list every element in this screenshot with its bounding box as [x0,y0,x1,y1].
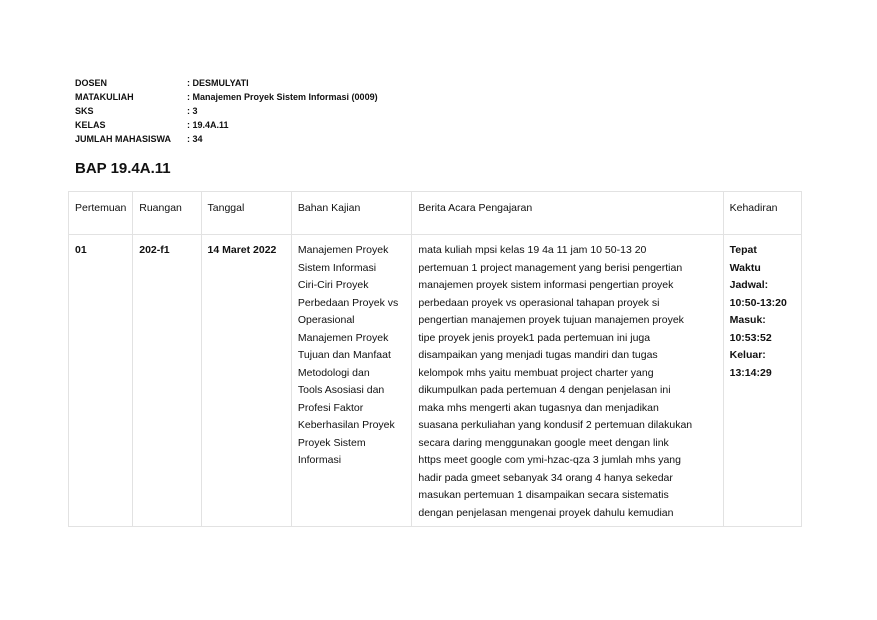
cell-line: 10:53:52 [729,331,772,344]
header-pertemuan: Pertemuan [69,192,133,235]
info-label: KELAS [75,120,106,130]
cell-line: masukan pertemuan 1 disampaikan secara sistematis [418,489,669,501]
cell-line: Informasi [297,454,342,466]
cell-line: maka mhs mengerti akan tugasnya dan menjadikan [418,401,659,414]
cell-tanggal: 14 Maret 2022 [201,235,291,527]
info-row-dosen [75,76,378,90]
header-tanggal: Tanggal [201,192,291,235]
cell-line: 13:14:29 [729,366,772,379]
info-value: : DESMULYATI [187,78,249,88]
header-kehadiran: Kehadiran [723,192,801,235]
cell-line: Manajemen Proyek [297,331,389,344]
cell-line: Keberhasilan Proyek [297,419,395,431]
info-value: : 3 [187,106,198,116]
info-label: MATAKULIAH [75,92,134,102]
cell-bahan-kajian [291,235,411,527]
info-label: JUMLAH MAHASISWA [75,134,171,144]
cell-line: pengertian manajemen proyek tujuan manajemen proyek [418,314,684,326]
cell-line: Jadwal: [729,279,769,291]
cell-line: Proyek Sistem [297,436,366,449]
cell-line: perbedaan proyek vs operasional tahapan proyek si [418,296,660,309]
info-row-sks [75,104,378,118]
cell-line: kelompok mhs yaitu membuat project charter yang [418,366,654,379]
cell-line: Tools Asosiasi dan [297,384,385,396]
cell-ruangan: 202-f1 [133,235,201,527]
page-title: BAP 19.4A.11 [75,160,171,177]
cell-kehadiran [723,235,801,527]
info-value: : Manajemen Proyek Sistem Informasi (0009) [187,92,378,102]
table-row [69,235,802,527]
info-value: : 19.4A.11 [187,120,229,130]
cell-line: Perbedaan Proyek vs [297,296,399,309]
header-bahan-kajian: Bahan Kajian [291,192,411,235]
info-row-kelas [75,118,378,132]
cell-line: https meet google com ymi-hzac-qza 3 jumlah mhs yang [418,454,681,466]
cell-line: Profesi Faktor [297,401,364,414]
cell-line: manajemen proyek sistem informasi pengertian proyek [418,279,674,291]
cell-line: Sistem Informasi [297,261,377,274]
cell-line: tipe proyek jenis proyek1 pada pertemuan ini juga [418,331,651,344]
info-row-jumlah-mahasiswa [75,132,378,146]
info-value: : 34 [187,134,203,144]
cell-berita-acara [412,235,723,527]
cell-line: Tepat [729,244,757,256]
bap-table [68,191,802,527]
header-ruangan: Ruangan [133,192,201,235]
cell-line: Tujuan dan Manfaat [297,349,391,361]
cell-line: 10:50-13:20 [729,296,787,309]
cell-line: suasana perkuliahan yang kondusif 2 pertemuan dilakukan [418,419,693,431]
table-header-row [69,192,802,235]
cell-line: Ciri-Ciri Proyek [297,279,369,291]
cell-line: hadir pada gmeet sebanyak 34 orang 4 hanya sekedar [418,471,673,484]
cell-line: pertemuan 1 project management yang berisi pengertian [418,261,683,274]
cell-line: Operasional [297,314,355,326]
cell-line: Waktu [729,261,761,274]
cell-line: Keluar: [729,349,766,361]
cell-line: dengan penjelasan mengenai proyek dahulu kemudian [418,506,674,519]
cell-line: Manajemen Proyek [297,244,389,256]
cell-line: dikumpulkan pada pertemuan 4 dengan penjelasan ini [418,384,671,396]
cell-line: Metodologi dan [297,366,370,379]
info-label: SKS [75,106,94,116]
cell-line: secara daring menggunakan google meet dengan link [418,436,669,449]
cell-line: Masuk: [729,314,766,326]
info-label: DOSEN [75,78,108,88]
cell-line: disampaikan yang menjadi tugas mandiri dan tugas [418,349,658,361]
cell-line: mata kuliah mpsi kelas 19 4a 11 jam 10 50-13 20 [418,244,647,256]
course-info [75,76,378,146]
header-berita-acara: Berita Acara Pengajaran [412,192,723,235]
cell-pertemuan: 01 [69,235,133,527]
info-row-matakuliah [75,90,378,104]
